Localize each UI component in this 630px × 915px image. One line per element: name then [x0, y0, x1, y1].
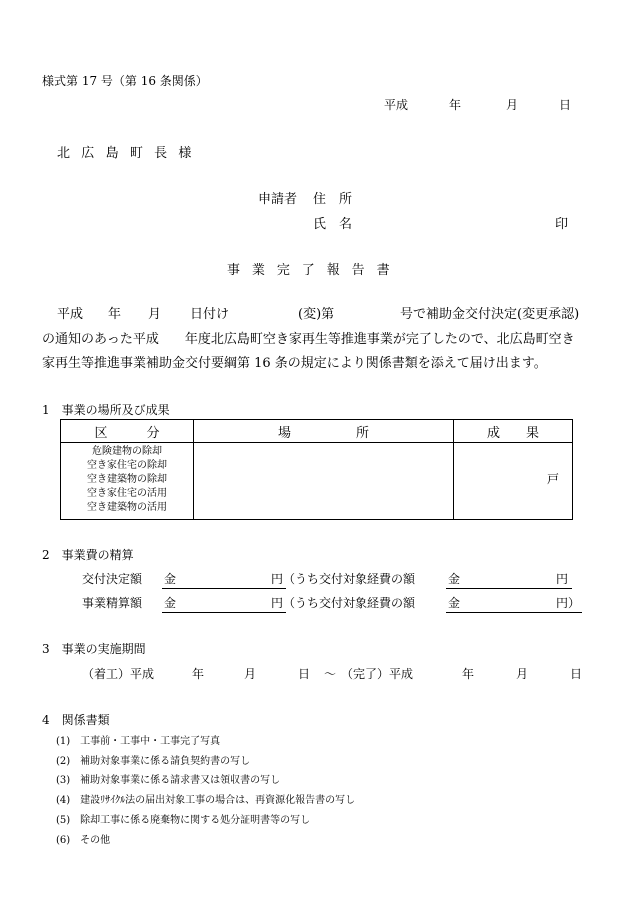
- address-label: 住 所: [313, 192, 353, 207]
- settlement-label: 事業精算額: [82, 596, 143, 610]
- results-table: [60, 419, 573, 520]
- settlement-kin2: 金: [448, 596, 461, 610]
- body-line-2: の通知のあった平成 年度北広島町空き家再生等推進事業が完了したので、北広島町空き: [42, 332, 575, 347]
- period-end-month: 月: [516, 667, 529, 681]
- settlement-kin: 金: [164, 596, 177, 610]
- document-title: 事 業 完 了 報 告 書: [227, 263, 390, 278]
- settlement-yen: 円: [271, 596, 284, 610]
- body-date-suffix: 日付け: [190, 307, 230, 322]
- category-item: 空き建築物の除却: [87, 474, 167, 485]
- name-label: 氏 名: [313, 217, 353, 232]
- header-location: 場 所: [194, 420, 454, 443]
- category-item: 空き家住宅の活用: [87, 488, 167, 499]
- period-start-day: 日: [298, 667, 311, 681]
- applicant-label: 申請者: [258, 192, 298, 207]
- period-start-month: 月: [244, 667, 257, 681]
- category-item: 空き家住宅の除却: [87, 460, 167, 471]
- date-day: 日: [559, 98, 572, 112]
- underline: [162, 612, 286, 613]
- grant-decision-yen: 円: [271, 572, 284, 586]
- addressee: 北 広 島 町 長 様: [57, 146, 192, 161]
- grant-decision-kin: 金: [164, 572, 177, 586]
- grant-decision-eligible: （うち交付対象経費の額: [283, 572, 416, 586]
- underline: [162, 588, 286, 589]
- period-end-day: 日: [570, 667, 583, 681]
- body-year: 年: [108, 307, 122, 322]
- body-number-suffix: 号で補助金交付決定(変更承認): [400, 307, 580, 322]
- document-list-item: (2) 補助対象事業に係る請負契約書の写し: [56, 756, 251, 767]
- period-start: （着工）平成: [82, 667, 155, 681]
- underline: [446, 588, 572, 589]
- section2-heading: 2 事業費の精算: [42, 548, 134, 562]
- underline: [446, 612, 582, 613]
- document-list-item: (1) 工事前・工事中・工事完了写真: [56, 736, 221, 747]
- body-number-prefix: (変)第: [298, 307, 335, 322]
- document-list-item: (4) 建設ﾘｻｲｸﾙ法の届出対象工事の場合は、再資源化報告書の写し: [56, 795, 356, 806]
- date-month: 月: [506, 98, 519, 112]
- document-list-item: (6) その他: [56, 835, 111, 846]
- grant-decision-end: 円: [556, 572, 569, 586]
- date-year: 年: [449, 98, 462, 112]
- section1-heading: 1 事業の場所及び成果: [42, 403, 170, 417]
- document-list-item: (3) 補助対象事業に係る請求書又は領収書の写し: [56, 775, 281, 786]
- period-end: （完了）平成: [341, 667, 414, 681]
- body-line-3: 家再生等推進事業補助金交付要綱第 16 条の規定により関係書類を添えて届け出ます。: [42, 356, 547, 371]
- date-era: 平成: [384, 98, 409, 112]
- grant-decision-kin2: 金: [448, 572, 461, 586]
- result-cell: [454, 443, 573, 520]
- seal-mark: 印: [555, 217, 569, 232]
- document-list-item: (5) 除却工事に係る廃棄物に関する処分証明書等の写し: [56, 815, 311, 826]
- period-tilde: ～: [324, 667, 337, 681]
- section4-heading: 4 関係書類: [42, 713, 110, 727]
- form-number: 様式第 17 号（第 16 条関係）: [42, 74, 208, 88]
- header-category: 区 分: [61, 420, 194, 443]
- period-start-year: 年: [192, 667, 205, 681]
- result-unit: 戸: [547, 472, 560, 486]
- settlement-end: 円）: [556, 596, 581, 610]
- period-end-year: 年: [462, 667, 475, 681]
- body-era: 平成: [57, 307, 84, 322]
- section3-heading: 3 事業の実施期間: [42, 642, 146, 656]
- header-result: 成 果: [454, 420, 573, 443]
- category-cell: [61, 443, 194, 520]
- body-month: 月: [148, 307, 162, 322]
- category-item: 危険建物の除却: [92, 446, 162, 457]
- grant-decision-label: 交付決定額: [82, 572, 143, 586]
- category-item: 空き建築物の活用: [87, 502, 167, 513]
- settlement-eligible: （うち交付対象経費の額: [283, 596, 416, 610]
- location-cell: [194, 443, 454, 520]
